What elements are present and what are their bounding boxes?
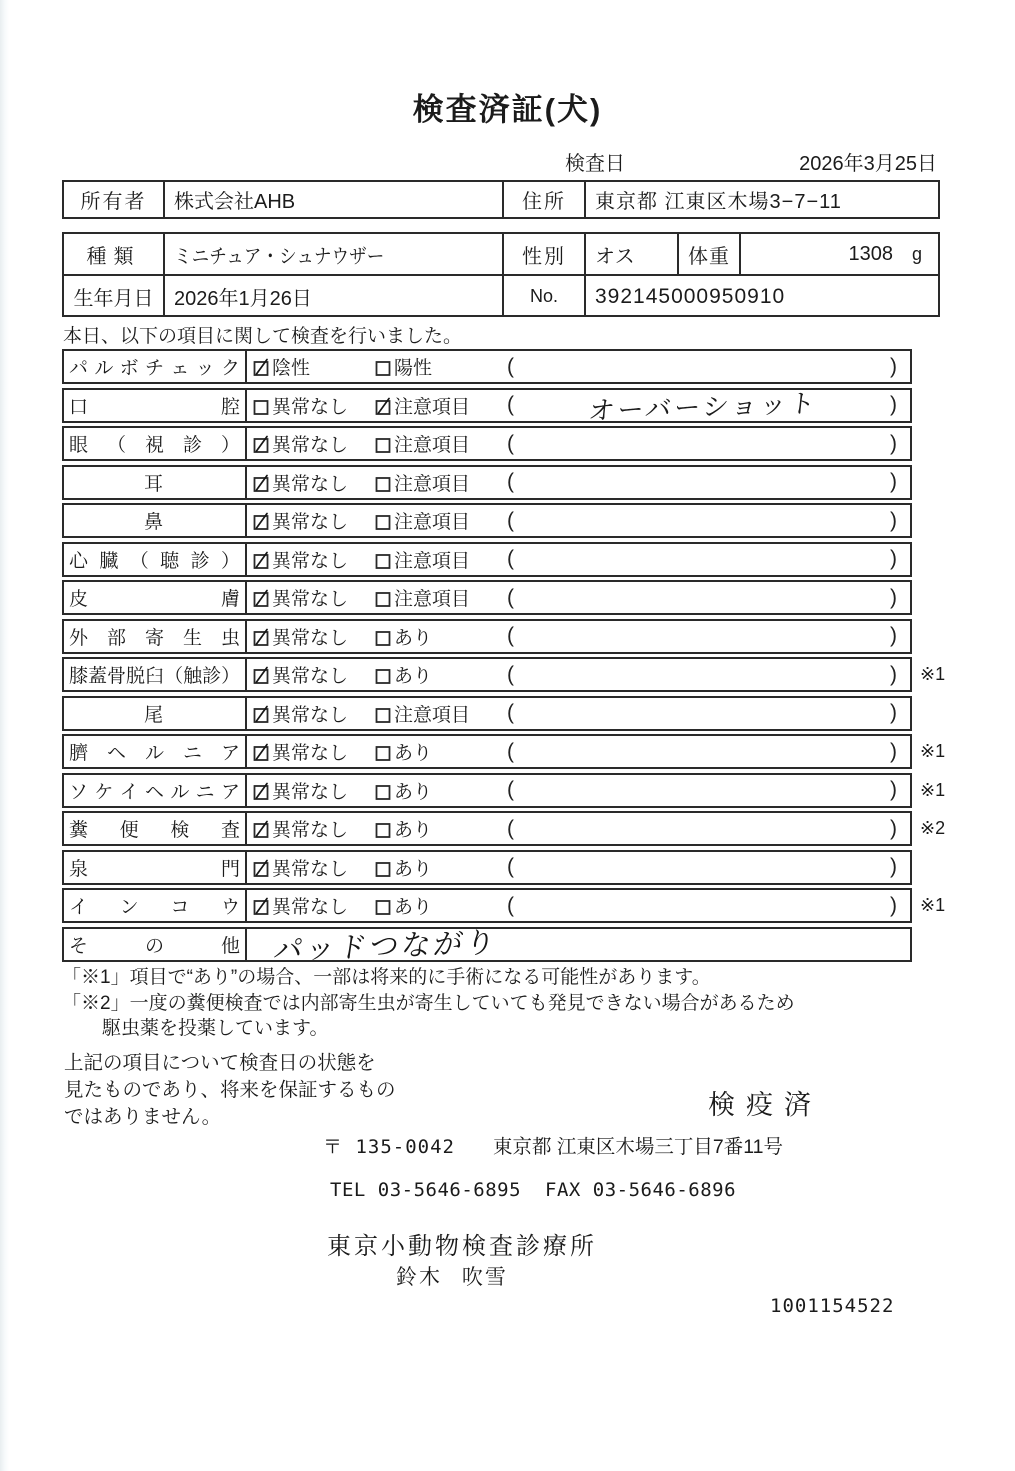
open-paren: ( bbox=[507, 893, 514, 917]
inspection-date-value: 2026年3月25日 bbox=[799, 153, 937, 175]
result-paren-field bbox=[507, 355, 910, 379]
weight-unit: g bbox=[911, 243, 922, 264]
result-paren-field bbox=[507, 470, 910, 494]
checklist-row-box bbox=[62, 734, 912, 769]
check-item-content bbox=[247, 775, 910, 806]
pet-info-table bbox=[62, 232, 940, 317]
check-option bbox=[252, 777, 374, 804]
check-option bbox=[252, 623, 374, 650]
unchecked-checkbox-icon bbox=[374, 817, 393, 840]
check-option-label: 陽性 bbox=[394, 358, 433, 379]
checklist-row-box bbox=[62, 773, 912, 808]
open-paren: ( bbox=[507, 393, 514, 416]
result-paren-field bbox=[507, 701, 910, 725]
tel-number: TEL 03-5646-6895 bbox=[330, 1179, 522, 1201]
open-paren: ( bbox=[507, 855, 514, 878]
check-option bbox=[374, 661, 507, 688]
number-label: No. bbox=[504, 276, 586, 317]
sex-value: オス bbox=[586, 234, 679, 274]
result-paren-field bbox=[507, 894, 910, 918]
open-paren: ( bbox=[507, 778, 514, 801]
check-option-label: 異常なし bbox=[272, 512, 349, 533]
check-option bbox=[252, 392, 374, 419]
weight-label: 体重 bbox=[679, 234, 741, 274]
check-option-label: 異常なし bbox=[272, 550, 349, 572]
check-option-label: 異常なし bbox=[272, 396, 349, 418]
check-option-label: 異常なし bbox=[272, 820, 349, 841]
clinic-phone-row bbox=[330, 1179, 736, 1201]
disclaimer-line1: 上記の項目について検査日の状態を bbox=[64, 1052, 376, 1074]
checklist-row-box bbox=[62, 888, 912, 923]
open-paren: ( bbox=[507, 701, 514, 724]
check-item-content bbox=[247, 736, 910, 767]
owner-label: 所有者 bbox=[64, 182, 165, 217]
check-item-label: 臍 ヘ ル ニ ア bbox=[64, 736, 247, 767]
check-option-label: あり bbox=[394, 666, 433, 687]
check-item-label: 皮 膚 bbox=[64, 582, 247, 613]
checked-checkbox-icon bbox=[252, 432, 271, 455]
check-option bbox=[374, 892, 507, 919]
unchecked-checkbox-icon bbox=[374, 355, 393, 378]
row-footnote-mark: ※1 bbox=[920, 664, 946, 684]
open-paren: ( bbox=[507, 739, 514, 763]
result-paren-field bbox=[507, 547, 910, 571]
document-title: 検査済証(犬) bbox=[412, 92, 603, 127]
checklist-row-box bbox=[62, 619, 912, 654]
check-option-label: あり bbox=[394, 781, 433, 803]
check-option-label: 異常なし bbox=[272, 704, 349, 726]
checklist-row-box bbox=[62, 387, 912, 426]
footnotes bbox=[62, 965, 795, 1042]
footnote-2-line1: 「※2」一度の糞便検査では内部寄生虫が寄生していても発見できない場合があるため bbox=[62, 992, 795, 1014]
unchecked-checkbox-icon bbox=[374, 702, 393, 725]
check-item-content bbox=[247, 351, 910, 382]
check-item-label: 尾 bbox=[64, 698, 247, 729]
check-option-label: 異常なし bbox=[272, 743, 349, 764]
check-option bbox=[374, 507, 507, 534]
checklist-row bbox=[62, 503, 958, 538]
close-paren: ) bbox=[890, 816, 897, 840]
check-item-content bbox=[247, 890, 910, 921]
open-paren: ( bbox=[507, 431, 514, 455]
checklist-row-box bbox=[62, 426, 912, 461]
close-paren: ) bbox=[890, 470, 897, 493]
check-item-label: 泉 門 bbox=[64, 852, 247, 883]
close-paren: ) bbox=[890, 739, 897, 763]
check-option bbox=[374, 353, 507, 380]
birthdate-value: 2026年1月26日 bbox=[165, 276, 504, 317]
check-option-label: 異常なし bbox=[272, 589, 349, 610]
checklist-row-box bbox=[62, 465, 912, 500]
unchecked-checkbox-icon bbox=[374, 894, 393, 917]
open-paren: ( bbox=[507, 662, 514, 686]
row-footnote-mark bbox=[912, 696, 958, 731]
result-paren-field bbox=[507, 624, 910, 648]
row-footnote-mark: ※1 bbox=[920, 895, 946, 915]
checked-checkbox-icon bbox=[252, 740, 271, 763]
checklist-row bbox=[62, 811, 958, 846]
breed-value: ミニチュア・シュナウザー bbox=[165, 234, 504, 274]
checklist-row bbox=[62, 465, 958, 500]
result-paren-field bbox=[507, 663, 910, 687]
weight-value: 1308 g bbox=[848, 242, 922, 265]
footnote-1: 「※1」項目で“あり”の場合、一部は将来的に手術になる可能性があります。 bbox=[62, 967, 711, 988]
disclaimer-paragraph bbox=[64, 1050, 396, 1131]
checklist-row bbox=[62, 888, 958, 923]
check-option bbox=[374, 469, 507, 496]
checklist-row-box bbox=[62, 850, 912, 885]
row-footnote-mark bbox=[912, 503, 958, 538]
handwritten-note: オーバーショット bbox=[586, 387, 820, 426]
checked-checkbox-icon bbox=[252, 702, 271, 725]
address-label: 住所 bbox=[504, 182, 586, 217]
intro-sentence: 本日、以下の項目に関して検査を行いました。 bbox=[63, 326, 463, 347]
check-option bbox=[374, 854, 507, 881]
check-item-label: そ の 他 bbox=[64, 929, 247, 960]
address-value: 東京都 江東区木場3−7−11 bbox=[595, 191, 842, 213]
checklist-row-box bbox=[62, 503, 912, 538]
open-paren: ( bbox=[507, 547, 514, 570]
row-footnote-mark bbox=[912, 850, 958, 885]
check-option bbox=[252, 892, 374, 919]
check-option-label: 異常なし bbox=[272, 666, 349, 687]
unchecked-checkbox-icon bbox=[374, 856, 393, 879]
owner-info-table bbox=[62, 180, 940, 219]
check-option-label: 異常なし bbox=[272, 435, 349, 456]
check-option-label: 注意項目 bbox=[394, 589, 471, 610]
checked-checkbox-icon bbox=[252, 779, 271, 802]
checked-checkbox-icon bbox=[252, 355, 271, 378]
check-option-label: 注意項目 bbox=[394, 435, 471, 456]
check-option bbox=[252, 430, 374, 457]
open-paren: ( bbox=[507, 816, 514, 840]
check-option-label: あり bbox=[394, 627, 433, 649]
check-option bbox=[374, 430, 507, 457]
checklist-row-box bbox=[62, 657, 912, 692]
row-footnote-mark bbox=[912, 619, 958, 654]
postal-code: 〒 135-0042 bbox=[323, 1136, 455, 1158]
unchecked-checkbox-icon bbox=[374, 586, 393, 609]
breed-label: 種類 bbox=[64, 234, 165, 274]
check-item-label: 膝 蓋 骨 脱 臼 （ 触 診 ） bbox=[64, 659, 247, 690]
result-paren-field bbox=[507, 778, 910, 802]
check-item-label: イ ン コ ウ bbox=[64, 890, 247, 921]
checklist-row bbox=[62, 619, 958, 654]
check-item-content bbox=[247, 467, 910, 498]
check-item-content bbox=[247, 505, 910, 536]
result-paren-field bbox=[507, 740, 910, 764]
result-paren-field bbox=[507, 817, 910, 841]
checklist-row bbox=[62, 773, 958, 808]
clinic-name: 東京小動物検査診療所 bbox=[327, 1233, 597, 1260]
check-item-label: ソ ケ イ ヘ ル ニ ア bbox=[64, 775, 247, 806]
check-item-content bbox=[247, 852, 910, 883]
checked-checkbox-icon bbox=[252, 548, 271, 571]
unchecked-checkbox-icon bbox=[374, 740, 393, 763]
open-paren: ( bbox=[507, 508, 514, 532]
check-option bbox=[252, 546, 374, 573]
checklist-row bbox=[62, 387, 958, 426]
unchecked-checkbox-icon bbox=[252, 394, 271, 417]
check-item-label: 心 臓 （ 聴 診 ） bbox=[64, 544, 247, 575]
check-option-label: あり bbox=[394, 858, 433, 880]
footnote-2-line2: 駆虫薬を投薬しています。 bbox=[102, 1018, 329, 1039]
checklist-row bbox=[62, 657, 958, 692]
row-footnote-mark bbox=[912, 465, 958, 500]
checklist-row-box bbox=[62, 696, 912, 731]
checked-checkbox-icon bbox=[252, 509, 271, 532]
check-item-content bbox=[247, 813, 910, 844]
close-paren: ) bbox=[890, 547, 897, 570]
row-footnote-mark bbox=[912, 349, 958, 384]
close-paren: ) bbox=[890, 701, 897, 724]
result-paren-field bbox=[507, 387, 910, 426]
check-option bbox=[374, 392, 507, 419]
open-paren: ( bbox=[507, 470, 514, 493]
check-option-label: あり bbox=[394, 743, 433, 764]
checklist-row bbox=[62, 926, 958, 967]
close-paren: ) bbox=[890, 431, 897, 455]
check-option-label: 異常なし bbox=[272, 897, 349, 918]
open-paren: ( bbox=[507, 354, 514, 378]
check-item-label: 外 部 寄 生 虫 bbox=[64, 621, 247, 652]
checklist-row bbox=[62, 349, 958, 384]
check-option bbox=[252, 815, 374, 842]
checked-checkbox-icon bbox=[252, 817, 271, 840]
checklist-row-box bbox=[62, 580, 912, 615]
close-paren: ) bbox=[890, 624, 897, 647]
check-item-content bbox=[247, 621, 910, 652]
check-item-label: 耳 bbox=[64, 467, 247, 498]
open-paren: ( bbox=[507, 585, 514, 609]
check-item-label: 糞 便 検 査 bbox=[64, 813, 247, 844]
checklist-row-box bbox=[62, 349, 912, 384]
clinic-address: 東京都 江東区木場三丁目7番11号 bbox=[492, 1136, 783, 1158]
check-option bbox=[252, 738, 374, 765]
check-option bbox=[252, 584, 374, 611]
check-option bbox=[252, 661, 374, 688]
row-footnote-mark bbox=[912, 580, 958, 615]
number-value: 392145000950910 bbox=[595, 284, 786, 308]
result-paren-field bbox=[507, 509, 910, 533]
check-option-label: 注意項目 bbox=[394, 512, 471, 533]
checklist-row bbox=[62, 696, 958, 731]
check-item-label: 鼻 bbox=[64, 505, 247, 536]
disclaimer-line3: ではありません。 bbox=[64, 1106, 222, 1128]
check-option bbox=[252, 469, 374, 496]
check-item-label: 口 腔 bbox=[64, 390, 247, 421]
check-option bbox=[374, 546, 507, 573]
close-paren: ) bbox=[890, 855, 897, 878]
check-option-label: 注意項目 bbox=[394, 550, 471, 572]
unchecked-checkbox-icon bbox=[374, 663, 393, 686]
checked-checkbox-icon bbox=[252, 586, 271, 609]
open-paren: ( bbox=[507, 624, 514, 647]
row-footnote-mark: ※1 bbox=[920, 779, 946, 800]
row-footnote-mark bbox=[912, 927, 958, 962]
check-option bbox=[374, 584, 507, 611]
check-option bbox=[252, 507, 374, 534]
fax-number: FAX 03-5646-6896 bbox=[545, 1179, 737, 1201]
check-item-content bbox=[247, 387, 910, 426]
checked-checkbox-icon bbox=[252, 894, 271, 917]
serial-number: 1001154522 bbox=[770, 1295, 895, 1317]
checklist-row bbox=[62, 542, 958, 577]
check-item-content bbox=[247, 698, 910, 729]
check-option bbox=[252, 854, 374, 881]
row-footnote-mark bbox=[912, 542, 958, 577]
check-option-label: 注意項目 bbox=[394, 704, 471, 726]
check-option bbox=[374, 700, 507, 727]
check-item-content bbox=[247, 926, 910, 967]
checklist-row bbox=[62, 580, 958, 615]
inspection-date-row bbox=[565, 147, 937, 176]
unchecked-checkbox-icon bbox=[374, 432, 393, 455]
birthdate-label: 生年月日 bbox=[64, 276, 165, 317]
check-option-label: 異常なし bbox=[272, 627, 349, 649]
unchecked-checkbox-icon bbox=[374, 471, 393, 494]
checklist-row bbox=[62, 734, 958, 769]
checklist-row-box bbox=[62, 926, 912, 967]
examiner-name: 鈴木 吹雪 bbox=[396, 1266, 508, 1289]
checklist-row bbox=[62, 850, 958, 885]
handwritten-note: パッドつながり bbox=[271, 926, 500, 967]
check-option bbox=[374, 738, 507, 765]
close-paren: ) bbox=[890, 354, 897, 378]
row-footnote-mark: ※1 bbox=[920, 741, 946, 761]
check-option bbox=[374, 623, 507, 650]
row-footnote-mark: ※2 bbox=[920, 818, 946, 838]
checklist-row-box bbox=[62, 542, 912, 577]
check-item-content bbox=[247, 428, 910, 459]
close-paren: ) bbox=[890, 778, 897, 801]
close-paren: ) bbox=[890, 893, 897, 917]
unchecked-checkbox-icon bbox=[374, 548, 393, 571]
check-option bbox=[374, 777, 507, 804]
check-item-content bbox=[247, 544, 910, 575]
clinic-postal-address bbox=[323, 1131, 783, 1159]
checklist-row bbox=[62, 426, 958, 461]
checklist-row-box bbox=[62, 811, 912, 846]
unchecked-checkbox-icon bbox=[374, 509, 393, 532]
quarantine-stamp-text: 検疫済 bbox=[708, 1090, 822, 1120]
checked-checkbox-icon bbox=[252, 663, 271, 686]
close-paren: ) bbox=[890, 585, 897, 609]
checked-checkbox-icon bbox=[252, 856, 271, 879]
scan-edge-artifact bbox=[0, 0, 9, 1471]
checked-checkbox-icon bbox=[374, 394, 393, 417]
check-option-label: 陰性 bbox=[272, 358, 311, 379]
check-option-label: 注意項目 bbox=[394, 396, 471, 418]
disclaimer-line2: 見たものであり、将来を保証するもの bbox=[64, 1079, 396, 1101]
check-item-label: パ ル ボ チ ェ ッ ク bbox=[64, 351, 247, 382]
unchecked-checkbox-icon bbox=[374, 779, 393, 802]
row-footnote-mark bbox=[912, 426, 958, 461]
close-paren: ) bbox=[890, 393, 897, 416]
check-option bbox=[252, 353, 374, 380]
sex-label: 性別 bbox=[504, 234, 586, 274]
inspection-date-label: 検査日 bbox=[565, 153, 625, 175]
check-option bbox=[252, 700, 374, 727]
check-item-content bbox=[247, 582, 910, 613]
check-item-label: 眼 （ 視 診 ） bbox=[64, 428, 247, 459]
unchecked-checkbox-icon bbox=[374, 625, 393, 648]
check-option bbox=[374, 815, 507, 842]
row-footnote-mark bbox=[912, 388, 958, 423]
checked-checkbox-icon bbox=[252, 471, 271, 494]
check-option-label: 異常なし bbox=[272, 781, 349, 803]
result-paren-field bbox=[507, 855, 910, 879]
close-paren: ) bbox=[890, 662, 897, 686]
check-item-content bbox=[247, 659, 910, 690]
health-checklist-table bbox=[62, 349, 958, 965]
close-paren: ) bbox=[890, 508, 897, 532]
check-option-label: あり bbox=[394, 820, 433, 841]
result-paren-field bbox=[507, 432, 910, 456]
result-paren-field bbox=[507, 586, 910, 610]
checked-checkbox-icon bbox=[252, 625, 271, 648]
check-option-label: 異常なし bbox=[272, 473, 349, 495]
check-option-label: 注意項目 bbox=[394, 473, 471, 495]
owner-value: 株式会社AHB bbox=[165, 182, 504, 217]
check-option-label: あり bbox=[394, 897, 433, 918]
check-option-label: 異常なし bbox=[272, 858, 349, 880]
